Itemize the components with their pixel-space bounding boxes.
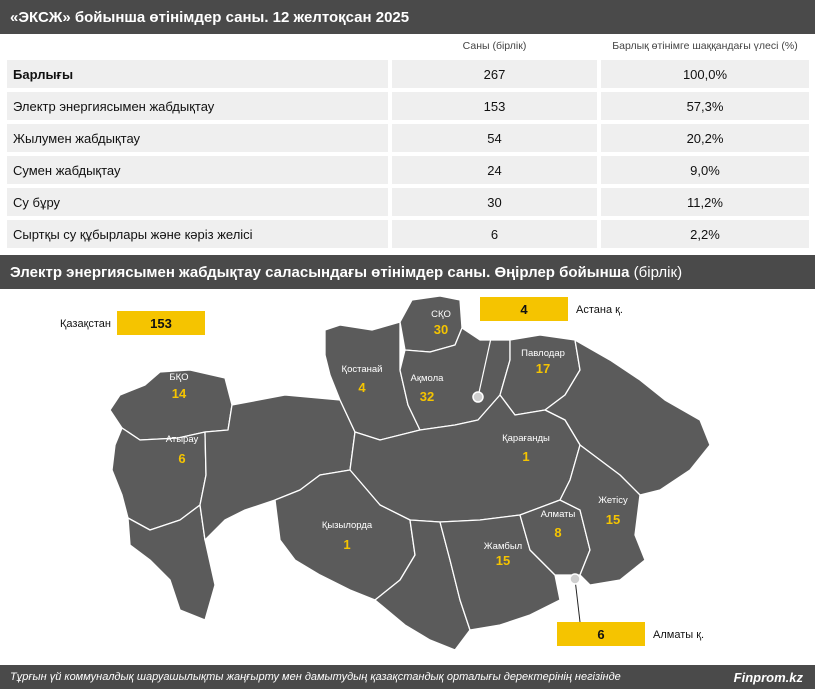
region-name-zhambyl: Жамбыл xyxy=(483,541,523,552)
region-name-kostanay: Қостанай xyxy=(341,364,383,375)
region-name-bko: БҚО xyxy=(169,372,189,383)
almaty-city-callout-line xyxy=(575,579,580,622)
row-label: Су бұру xyxy=(7,188,388,216)
map-title xyxy=(0,255,815,289)
table-title-text: «ЭКСЖ» бойынша өтінімдер саны. 12 желтоқсан 2025 xyxy=(10,8,410,26)
region-name-sko: СҚО xyxy=(431,309,451,320)
region-value-sko: 30 xyxy=(433,322,449,337)
region-value-bko: 14 xyxy=(171,386,187,401)
row-count: 24 xyxy=(392,156,597,184)
total-value: 153 xyxy=(150,316,172,331)
row-share: 57,3% xyxy=(601,92,809,120)
row-count: 267 xyxy=(392,60,597,88)
footer xyxy=(0,665,815,689)
almaty-city-marker xyxy=(570,574,580,584)
column-header-share: Барлық өтінімге шаққандағы үлесі (%) xyxy=(612,40,798,52)
region-value-kostanay: 4 xyxy=(358,380,366,395)
region-value-akmola: 32 xyxy=(419,389,435,404)
footer-source: Тұрғын үй коммуналдық шаруашылықты жаңғырту мен дамытудың қазақстандық орталығы деректерінің негізінде xyxy=(10,671,621,683)
region-value-kyzylorda: 1 xyxy=(343,537,351,552)
row-share: 100,0% xyxy=(601,60,809,88)
region-name-akmola: Ақмола xyxy=(410,373,444,384)
row-label: Барлығы xyxy=(7,60,388,88)
almaty-city-value: 6 xyxy=(597,627,605,642)
row-count: 6 xyxy=(392,220,597,248)
region-name-zhetysu: Жетісу xyxy=(598,495,628,506)
footer-brand: Finprom.kz xyxy=(733,669,803,685)
region-value-pavlodar: 17 xyxy=(535,361,551,376)
region-name-kyzylorda: Қызылорда xyxy=(321,520,373,531)
almaty-city-label: Алматы қ. xyxy=(653,629,705,641)
astana-marker xyxy=(473,392,483,402)
table-row xyxy=(7,124,809,152)
row-share: 20,2% xyxy=(601,124,809,152)
map-title-unit: (бірлік) xyxy=(633,263,683,281)
astana-value: 4 xyxy=(520,302,528,317)
table-row xyxy=(7,92,809,120)
region-value-zhetysu: 15 xyxy=(605,512,621,527)
astana-label: Астана қ. xyxy=(576,304,623,316)
table-row xyxy=(7,220,809,248)
column-header-count: Саны (бірлік) xyxy=(462,40,527,52)
region-value-almaty: 8 xyxy=(554,525,562,540)
table-row xyxy=(7,188,809,216)
row-share: 9,0% xyxy=(601,156,809,184)
table-title xyxy=(0,0,815,34)
row-share: 2,2% xyxy=(601,220,809,248)
region-name-almaty: Алматы xyxy=(540,509,576,520)
region-value-zhambyl: 15 xyxy=(495,553,511,568)
row-count: 30 xyxy=(392,188,597,216)
row-count: 54 xyxy=(392,124,597,152)
region-value-karaganda: 1 xyxy=(522,449,530,464)
row-label: Электр энергиясымен жабдықтау xyxy=(7,92,388,120)
table-row xyxy=(7,156,809,184)
row-label: Жылумен жабдықтау xyxy=(7,124,388,152)
kazakhstan-map xyxy=(0,289,815,665)
region-value-atyrau: 6 xyxy=(178,451,186,466)
region-name-karaganda: Қарағанды xyxy=(502,433,550,444)
row-share: 11,2% xyxy=(601,188,809,216)
total-label: Қазақстан xyxy=(60,318,111,330)
region-sko xyxy=(400,296,462,352)
row-label: Сыртқы су құбырлары және кәріз желісі xyxy=(7,220,388,248)
region-name-atyrau: Атырау xyxy=(165,434,199,445)
table-row xyxy=(7,60,809,88)
region-name-pavlodar: Павлодар xyxy=(521,348,565,359)
row-count: 153 xyxy=(392,92,597,120)
row-label: Сумен жабдықтау xyxy=(7,156,388,184)
map-title-text: Электр энергиясымен жабдықтау саласындағы өтінімдер саны. Өңірлер бойынша xyxy=(10,263,630,281)
